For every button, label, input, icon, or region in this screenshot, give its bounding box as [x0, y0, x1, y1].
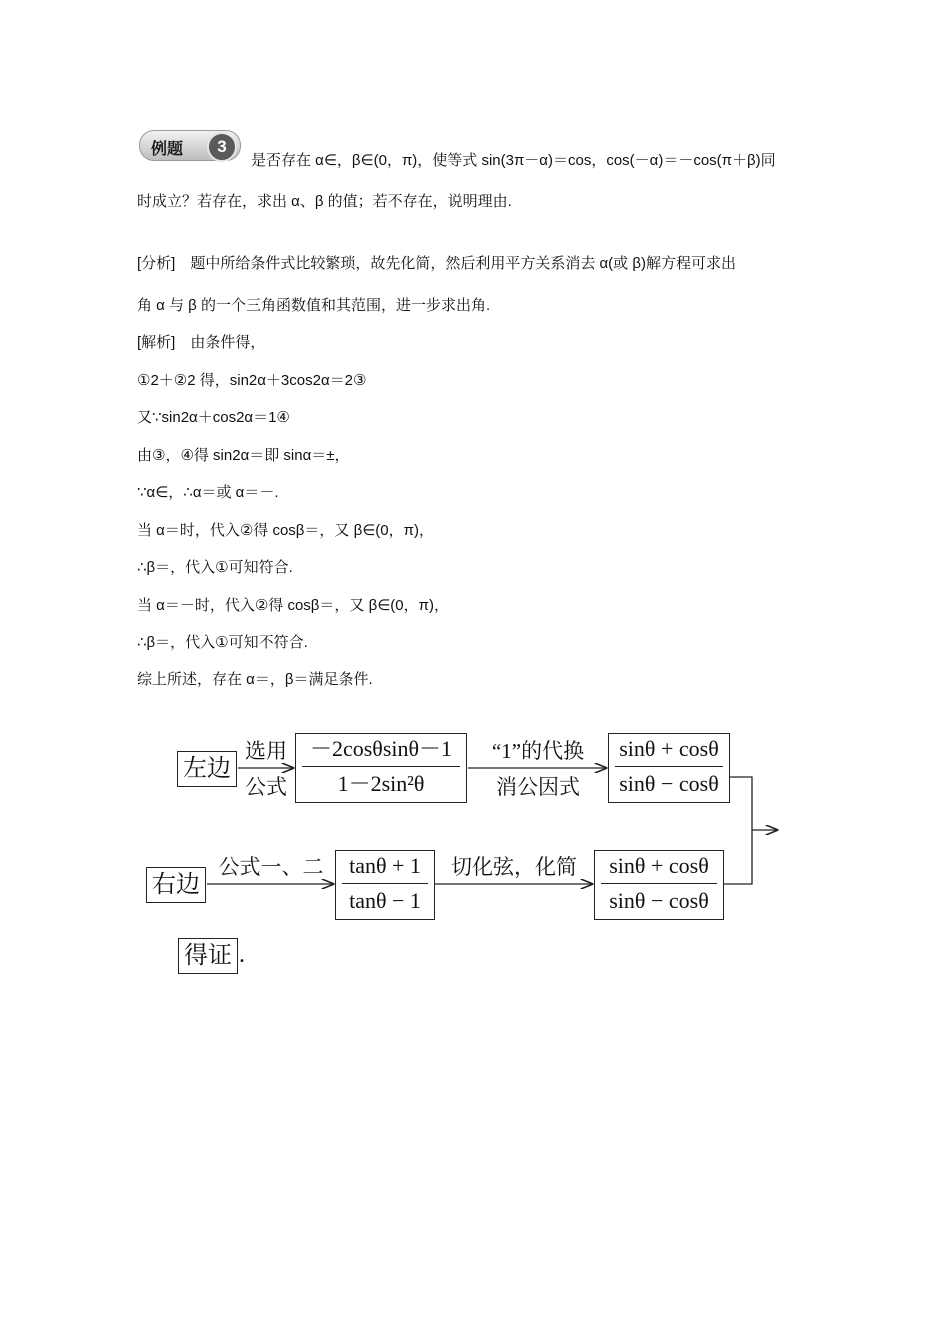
solution-line: 当 α＝－时，代入②得 cosβ＝，又 β∈(0，π)， [137, 597, 449, 614]
fraction-bar [601, 883, 717, 884]
expression-box-4 [594, 850, 724, 920]
solution-line: 当 α＝时，代入②得 cosβ＝，又 β∈(0，π)， [137, 522, 434, 539]
fraction-bar [302, 766, 460, 767]
arrow-2-bottom-label: 消公因式 [496, 775, 580, 799]
solution-line: 又∵sin2α＋cos2α＝1④ [137, 409, 290, 426]
expression-box-3 [335, 850, 435, 920]
arrow-2-top-label: “1”的代换 [491, 739, 585, 763]
fraction-numerator: －2cosθsinθ－1 [309, 736, 453, 761]
fraction-numerator: sinθ + cosθ [609, 853, 709, 878]
question-line-1: 是否存在 α∈，β∈(0，π)，使等式 sin(3π－α)＝cos，cos(－α)＝－cos(π＋β)同 [251, 152, 776, 169]
arrow-4-top-label: 切化弦，化简 [451, 855, 577, 879]
expression-box-2 [608, 733, 730, 803]
question-line-2: 时成立？若存在，求出 α、β 的值；若不存在，说明理由. [137, 193, 512, 210]
solution-line: 综上所述，存在 α＝，β＝满足条件. [137, 671, 373, 688]
left-side-box: 左边 [177, 751, 237, 787]
solution-line: ∴β＝，代入①可知不符合. [137, 634, 308, 651]
solution-line: [解析] 由条件得， [137, 334, 266, 351]
badge-number: 3 [217, 137, 227, 156]
connector-top [730, 777, 752, 830]
analysis-line-1: [分析] 题中所给条件式比较繁琐，故先化简，然后利用平方关系消去 α(或 β)解方程可求出 [137, 255, 736, 272]
fraction-numerator: tanθ + 1 [349, 853, 421, 878]
connector-bottom [724, 830, 752, 884]
fraction-denominator: sinθ − cosθ [619, 771, 719, 796]
expression-box-1 [295, 733, 467, 803]
fraction-bar [615, 766, 723, 767]
conclusion-period: . [239, 942, 245, 968]
arrow-1-top-label: 选用 [245, 739, 287, 763]
solution-line: ∴β＝，代入①可知符合. [137, 559, 293, 576]
badge-label: 例题 [151, 141, 184, 158]
arrow-1-bottom-label: 公式 [245, 775, 287, 799]
fraction-denominator: tanθ − 1 [349, 888, 421, 913]
right-side-box: 右边 [146, 867, 206, 903]
fraction-denominator: 1－2sin²θ [337, 771, 425, 796]
fraction-numerator: sinθ + cosθ [619, 736, 719, 761]
solution-line: ∵α∈，∴α＝或 α＝－. [137, 484, 279, 501]
fraction-denominator: sinθ − cosθ [609, 888, 709, 913]
conclusion-box: 得证 [178, 938, 238, 974]
arrow-3-top-label: 公式一、二 [218, 855, 324, 879]
solution-line: 由③，④得 sin2α＝即 sinα＝±， [137, 447, 350, 464]
solution-line: ①2＋②2 得，sin2α＋3cos2α＝2③ [137, 372, 367, 389]
fraction-bar [342, 883, 428, 884]
analysis-line-2: 角 α 与 β 的一个三角函数值和其范围，进一步求出角. [137, 297, 491, 314]
